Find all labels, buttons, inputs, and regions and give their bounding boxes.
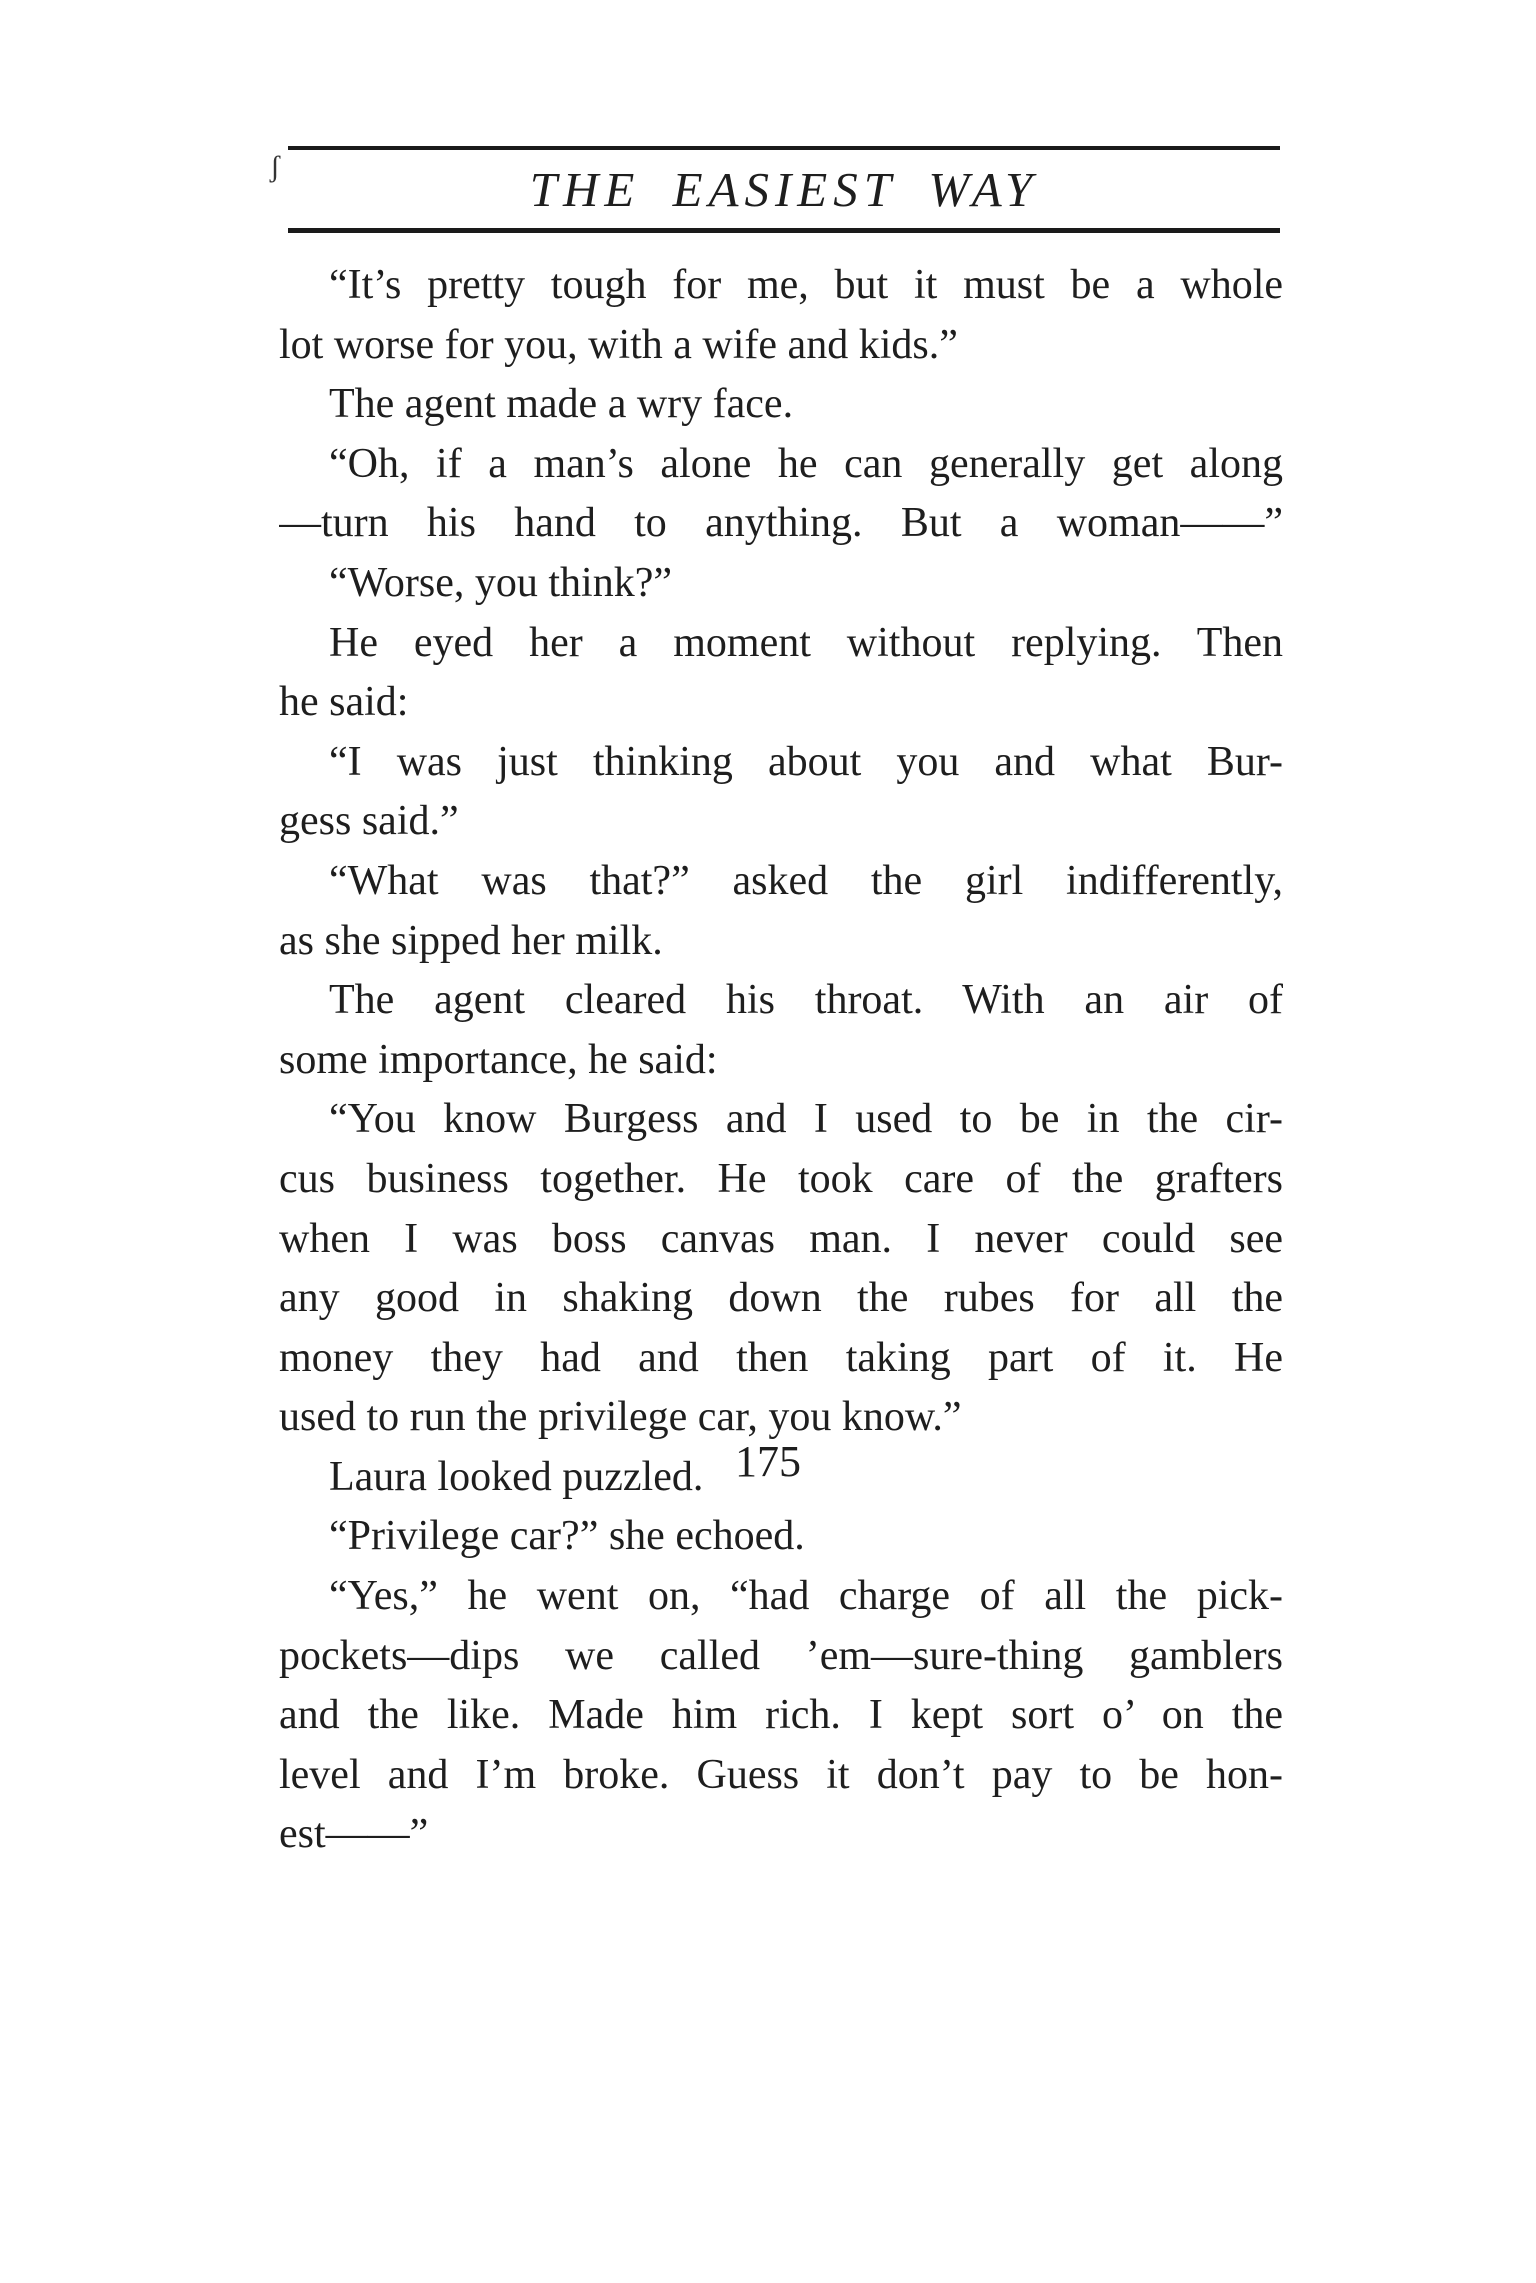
- text-line: and the like. Made him rich. I kept sort o’ on the: [279, 1692, 1283, 1739]
- text-line: cus business together. He took care of the grafters: [279, 1155, 1283, 1202]
- page-number: 175: [735, 1437, 801, 1486]
- text-line: The agent made a wry face.: [329, 381, 794, 428]
- text-line: “You know Burgess and I used to be in the cir-: [329, 1096, 1283, 1143]
- text-line: “Worse, you think?”: [329, 559, 673, 606]
- text-line: —turn his hand to anything. But a woman——”: [279, 500, 1283, 547]
- text-line: Laura looked puzzled.: [329, 1453, 704, 1500]
- margin-mark: ʃ: [270, 150, 280, 183]
- text-line: used to run the privilege car, you know.”: [279, 1394, 962, 1441]
- text-line: as she sipped her milk.: [279, 917, 663, 964]
- text-line: he said:: [279, 679, 409, 726]
- text-line: “Yes,” he went on, “had charge of all the pick-: [329, 1573, 1283, 1620]
- text-line: The agent cleared his throat. With an air of: [329, 977, 1283, 1024]
- header-rule-top: [288, 146, 1280, 150]
- running-head: THE EASIEST WAY: [529, 162, 1039, 217]
- text-line: lot worse for you, with a wife and kids.”: [279, 321, 958, 368]
- text-line: some importance, he said:: [279, 1036, 718, 1083]
- text-line: pockets—dips we called ’em—sure-thing gamblers: [279, 1632, 1283, 1679]
- text-line: any good in shaking down the rubes for all the: [279, 1275, 1283, 1322]
- text-line: “What was that?” asked the girl indifferently,: [329, 857, 1283, 904]
- text-line: “Oh, if a man’s alone he can generally get along: [329, 440, 1283, 487]
- text-line: “It’s pretty tough for me, but it must be a whole: [329, 262, 1283, 308]
- text-line: “I was just thinking about you and what Bur-: [329, 738, 1283, 785]
- text-line: level and I’m broke. Guess it don’t pay to be hon-: [279, 1751, 1283, 1798]
- text-line: money they had and then taking part of it. He: [279, 1334, 1283, 1381]
- text-line: gess said.”: [279, 798, 459, 845]
- text-line: “Privilege car?” she echoed.: [329, 1513, 805, 1560]
- text-line: when I was boss canvas man. I never could see: [279, 1215, 1283, 1262]
- body-text: [279, 256, 1283, 1865]
- text-line: est——”: [279, 1811, 429, 1858]
- header-rule-bottom: [288, 228, 1280, 233]
- text-line: He eyed her a moment without replying. Then: [329, 619, 1283, 666]
